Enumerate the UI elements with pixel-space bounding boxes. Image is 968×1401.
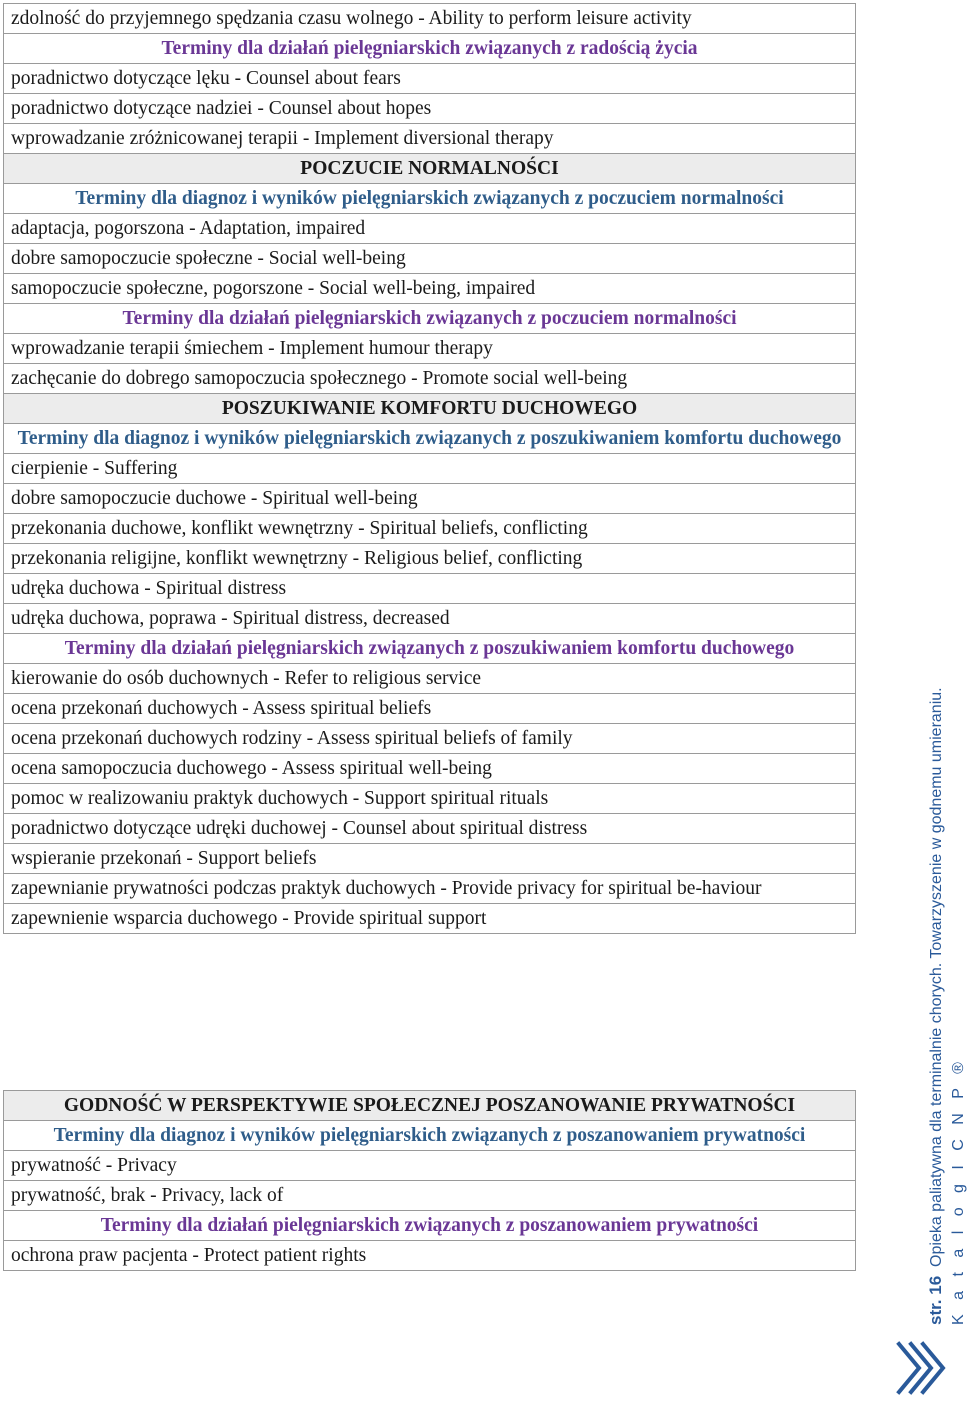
- table-row: [4, 424, 856, 454]
- table-row: [4, 454, 856, 484]
- sidebar-title: [926, 687, 946, 1325]
- section-heading: GODNOŚĆ W PERSPEKTYWIE SPOŁECZNEJ POSZANOWANIE PRYWATNOŚCI: [4, 1091, 856, 1121]
- action-terms-heading: Terminy dla działań pielęgniarskich związanych z radością życia: [4, 34, 856, 64]
- term-cell: adaptacja, pogorszona - Adaptation, impaired: [4, 214, 856, 244]
- term-cell: wprowadzanie terapii śmiechem - Implement humour therapy: [4, 334, 856, 364]
- table-row: [4, 394, 856, 424]
- terms-table-2: [3, 1090, 856, 1271]
- table-row: [4, 334, 856, 364]
- table-row: [4, 124, 856, 154]
- term-cell: ocena przekonań duchowych - Assess spiritual beliefs: [4, 694, 856, 724]
- term-cell: ocena przekonań duchowych rodziny - Assess spiritual beliefs of family: [4, 724, 856, 754]
- term-cell: przekonania religijne, konflikt wewnętrzny - Religious belief, conflicting: [4, 544, 856, 574]
- term-cell: dobre samopoczucie społeczne - Social well-being: [4, 244, 856, 274]
- section-heading: POSZUKIWANIE KOMFORTU DUCHOWEGO: [4, 394, 856, 424]
- term-cell: ochrona praw pacjenta - Protect patient rights: [4, 1241, 856, 1271]
- table-row: [4, 1181, 856, 1211]
- table-row: [4, 544, 856, 574]
- term-cell: ocena samopoczucia duchowego - Assess spiritual well-being: [4, 754, 856, 784]
- term-cell: pomoc w realizowaniu praktyk duchowych - Support spiritual rituals: [4, 784, 856, 814]
- diagnosis-terms-heading: Terminy dla diagnoz i wyników pielęgniarskich związanych z poszanowaniem prywatności: [4, 1121, 856, 1151]
- table-row: [4, 904, 856, 934]
- table-row: [4, 1091, 856, 1121]
- term-cell: prywatność, brak - Privacy, lack of: [4, 1181, 856, 1211]
- term-cell: poradnictwo dotyczące nadziei - Counsel about hopes: [4, 94, 856, 124]
- table-row: [4, 214, 856, 244]
- term-cell: wprowadzanie zróżnicowanej terapii - Implement diversional therapy: [4, 124, 856, 154]
- action-terms-heading: Terminy dla działań pielęgniarskich związanych z poszukiwaniem komfortu duchowego: [4, 634, 856, 664]
- table-row: [4, 574, 856, 604]
- diagnosis-terms-heading: Terminy dla diagnoz i wyników pielęgniarskich związanych z poszukiwaniem komfortu duchowego: [4, 424, 856, 454]
- table-row: [4, 64, 856, 94]
- table-row: [4, 34, 856, 64]
- table-row: [4, 244, 856, 274]
- term-cell: przekonania duchowe, konflikt wewnętrzny - Spiritual beliefs, conflicting: [4, 514, 856, 544]
- term-cell: zachęcanie do dobrego samopoczucia społecznego - Promote social well-being: [4, 364, 856, 394]
- table-row: [4, 304, 856, 334]
- terms-table-1: [3, 3, 856, 934]
- table-row: [4, 754, 856, 784]
- table-row: [4, 604, 856, 634]
- term-cell: zapewnienie wsparcia duchowego - Provide spiritual support: [4, 904, 856, 934]
- table-row: [4, 1151, 856, 1181]
- table-row: [4, 154, 856, 184]
- table-row: [4, 664, 856, 694]
- term-cell: zdolność do przyjemnego spędzania czasu wolnego - Ability to perform leisure activity: [4, 4, 856, 34]
- term-cell: wspieranie przekonań - Support beliefs: [4, 844, 856, 874]
- table-row: [4, 724, 856, 754]
- term-cell: kierowanie do osób duchownych - Refer to religious service: [4, 664, 856, 694]
- term-cell: prywatność - Privacy: [4, 1151, 856, 1181]
- term-cell: samopoczucie społeczne, pogorszone - Social well-being, impaired: [4, 274, 856, 304]
- table-row: [4, 814, 856, 844]
- table-row: [4, 694, 856, 724]
- table-row: [4, 874, 856, 904]
- term-cell: cierpienie - Suffering: [4, 454, 856, 484]
- term-cell: poradnictwo dotyczące lęku - Counsel about fears: [4, 64, 856, 94]
- term-cell: dobre samopoczucie duchowe - Spiritual well-being: [4, 484, 856, 514]
- table-row: [4, 844, 856, 874]
- table-row: [4, 4, 856, 34]
- table-row: [4, 184, 856, 214]
- term-cell: udręka duchowa, poprawa - Spiritual distress, decreased: [4, 604, 856, 634]
- section-heading: POCZUCIE NORMALNOŚCI: [4, 154, 856, 184]
- page-number: str. 16: [926, 1275, 945, 1325]
- table-row: [4, 514, 856, 544]
- diagnosis-terms-heading: Terminy dla diagnoz i wyników pielęgniarskich związanych z poczuciem normalności: [4, 184, 856, 214]
- document-title: Opieka paliatywna dla terminalnie chorych. Towarzyszenie w godnemu umieraniu.: [928, 687, 945, 1267]
- table-row: [4, 1211, 856, 1241]
- catalog-label: K a t a l o g I C N P ®: [950, 1057, 967, 1325]
- table-row: [4, 274, 856, 304]
- table-row: [4, 1121, 856, 1151]
- table-row: [4, 784, 856, 814]
- table-row: [4, 484, 856, 514]
- action-terms-heading: Terminy dla działań pielęgniarskich związanych z poczuciem normalności: [4, 304, 856, 334]
- table-row: [4, 1241, 856, 1271]
- term-cell: udręka duchowa - Spiritual distress: [4, 574, 856, 604]
- table-row: [4, 634, 856, 664]
- term-cell: poradnictwo dotyczące udręki duchowej - Counsel about spiritual distress: [4, 814, 856, 844]
- action-terms-heading: Terminy dla działań pielęgniarskich związanych z poszanowaniem prywatności: [4, 1211, 856, 1241]
- table-row: [4, 364, 856, 394]
- term-cell: zapewnianie prywatności podczas praktyk duchowych - Provide privacy for spiritual be-haviour: [4, 874, 856, 904]
- table-row: [4, 94, 856, 124]
- icnp-logo-icon: [893, 1338, 953, 1398]
